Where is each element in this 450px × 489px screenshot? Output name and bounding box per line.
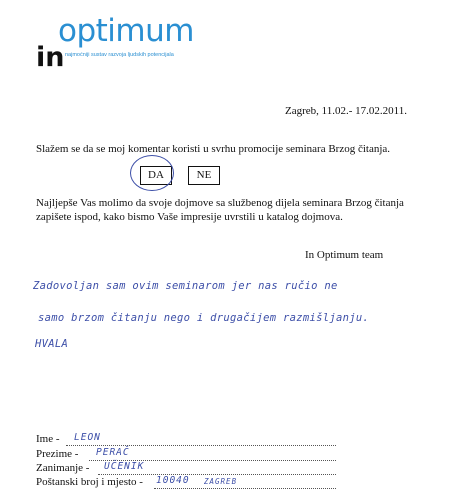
logo-tagline: najmoćniji sustav razvoja ljudskih potencijala <box>65 52 174 58</box>
comment-line-2: samo brzom čitanju nego i drugačijem razmišljanju. <box>38 312 370 324</box>
postal-label: Poštanski broj i mjesto - <box>36 476 143 488</box>
name-line[interactable] <box>66 433 336 446</box>
comment-line-3: HVALA <box>35 338 69 350</box>
postal-field <box>36 475 238 488</box>
surname-value: PERAČ <box>96 447 130 458</box>
date-line: Zagreb, 11.02.- 17.02.2011. <box>285 105 407 117</box>
logo-wordmark: optimum <box>58 13 194 49</box>
occupation-field <box>36 461 145 474</box>
option-no-box[interactable]: NE <box>188 166 220 185</box>
surname-label: Prezime - <box>36 448 79 460</box>
request-text: Najljepše Vas molimo da svoje dojmove sa službenog dijela seminara Brzog čitanja zapišete ispod, kako bismo Vaše impresije uvrstili u katalog dojmova. <box>36 197 404 223</box>
option-yes-box[interactable]: DA <box>140 166 172 185</box>
postal-city: ZAGREB <box>204 477 238 486</box>
selection-circle <box>130 155 174 191</box>
logo-prefix: in <box>36 42 65 73</box>
name-field <box>36 432 101 445</box>
surname-field <box>36 447 130 460</box>
signature: In Optimum team <box>305 249 384 261</box>
comment-line-1: Zadovoljan sam ovim seminarom jer nas ručio ne <box>33 280 338 292</box>
occupation-value: UČENIK <box>104 461 145 472</box>
name-value: LEON <box>74 432 101 443</box>
consent-text: Slažem se da se moj komentar koristi u svrhu promocije seminara Brzog čitanja. <box>36 143 391 155</box>
occupation-label: Zanimanje - <box>36 462 90 474</box>
postal-code: 10040 <box>156 475 190 486</box>
name-label: Ime - <box>36 433 60 445</box>
